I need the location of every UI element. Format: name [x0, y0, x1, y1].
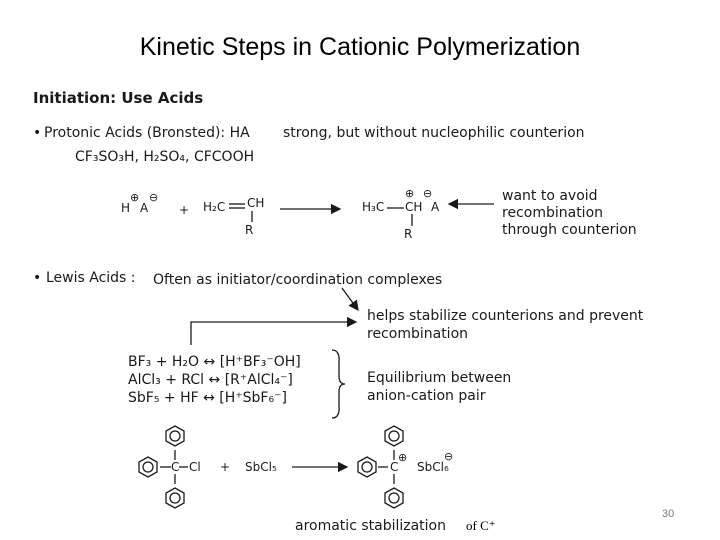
- slide-title: Kinetic Steps in Cationic Polymerization: [139, 33, 581, 61]
- phenyl-ring-icon: [385, 426, 403, 446]
- complex-line-alcl3: AlCl₃ + RCl ↔ [R⁺AlCl₄⁻]: [128, 372, 293, 388]
- protonic-acids-note: strong, but without nucleophilic counterion: [283, 125, 585, 141]
- aromatic-circle: [143, 462, 153, 472]
- grouping-bracket: [332, 350, 345, 418]
- sbcl5-reagent: SbCl₅: [245, 460, 277, 474]
- avoid-note-line1: want to avoid: [502, 188, 598, 204]
- bullet-dot: •: [33, 125, 42, 141]
- aromatic-circle: [389, 431, 399, 441]
- equilibrium-note-line2: anion-cation pair: [367, 388, 486, 404]
- phenyl-ring-icon: [358, 457, 376, 477]
- monomer-ch: CH: [247, 196, 265, 210]
- section-heading: Initiation: Use Acids: [33, 89, 204, 107]
- protonic-acids-examples: CF₃SO₃H, H₂SO₄, CFCOOH: [75, 149, 255, 165]
- phenyl-ring-icon: [385, 488, 403, 508]
- pointer-arrow: [191, 322, 356, 345]
- lewis-acids-label: Lewis Acids :: [46, 270, 136, 286]
- avoid-note-line3: through counterion: [502, 222, 637, 238]
- aromatic-circle: [389, 493, 399, 503]
- aromatic-circle: [362, 462, 372, 472]
- aromatic-stabilization-note: aromatic stabilization: [295, 518, 446, 534]
- stabilize-note-line2: recombination: [367, 326, 469, 342]
- plus-sign: +: [179, 203, 190, 217]
- phenyl-ring-icon: [139, 457, 157, 477]
- lewis-acids-note: Often as initiator/coordination complexes: [153, 272, 443, 288]
- carbocation-charge-icon: ⊕: [405, 187, 415, 200]
- stabilize-note-line1: helps stabilize counterions and prevent: [367, 308, 644, 324]
- positive-charge-icon: ⊕: [130, 191, 140, 204]
- complex-line-sbf5: SbF₅ + HF ↔ [H⁺SbF₆⁻]: [128, 390, 287, 406]
- aromatic-circle: [170, 431, 180, 441]
- product-h3c: H₃C: [362, 200, 385, 214]
- trityl-carbon-label: C: [171, 460, 180, 474]
- equilibrium-note-line1: Equilibrium between: [367, 370, 512, 386]
- acid-a-label: A: [140, 201, 149, 215]
- aromatic-stabilization-suffix: of C⁺: [466, 518, 496, 533]
- sbcl6-counterion: SbCl₆: [417, 460, 449, 474]
- monomer-r-substituent: R: [245, 223, 254, 237]
- phenyl-ring-icon: [166, 426, 184, 446]
- trityl-chloride-label: Cl: [189, 460, 201, 474]
- pointer-arrow: [342, 288, 358, 310]
- product-ch: CH: [405, 200, 423, 214]
- avoid-note-line2: recombination: [502, 205, 604, 221]
- trityl-cation-carbon: C: [390, 460, 399, 474]
- bullet-dot: •: [33, 270, 42, 286]
- product-r-substituent: R: [404, 227, 413, 241]
- aromatic-circle: [170, 493, 180, 503]
- monomer-h2c: H₂C: [203, 200, 226, 214]
- counterion-charge-icon: ⊖: [423, 187, 433, 200]
- protonic-acids-label: Protonic Acids (Bronsted): HA: [44, 125, 250, 141]
- anion-charge-icon: ⊖: [444, 450, 454, 463]
- acid-h-label: H: [121, 201, 131, 215]
- complex-line-bf3: BF₃ + H₂O ↔ [H⁺BF₃⁻OH]: [128, 354, 301, 370]
- product-counterion: A: [431, 200, 440, 214]
- negative-charge-icon: ⊖: [149, 191, 159, 204]
- phenyl-ring-icon: [166, 488, 184, 508]
- plus-sign: +: [220, 460, 231, 474]
- page-number: 30: [662, 508, 675, 520]
- cation-charge-icon: ⊕: [398, 451, 408, 464]
